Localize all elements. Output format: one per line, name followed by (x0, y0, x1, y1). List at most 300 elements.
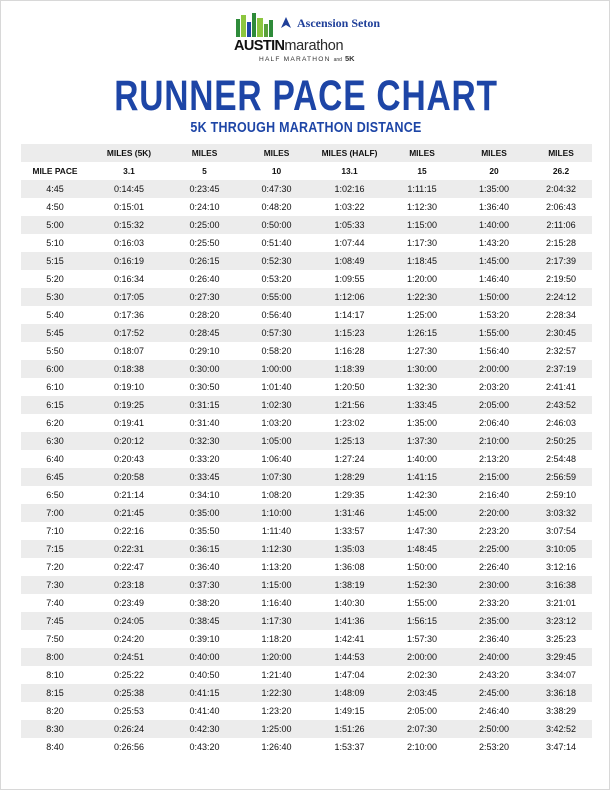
table-row (21, 504, 592, 522)
table-row (21, 306, 592, 324)
table-row (21, 540, 592, 558)
column-header: MILES (HALF) (313, 144, 386, 162)
finish-time-cell: 2:03:20 (478, 382, 510, 392)
finish-time-cell: 1:42:41 (334, 634, 365, 644)
table-row (21, 486, 592, 504)
finish-time-cell: 0:14:45 (113, 184, 145, 194)
table-row (21, 720, 592, 738)
finish-time-cell: 1:08:20 (261, 490, 292, 500)
finish-time-cell: 0:22:47 (113, 562, 145, 572)
finish-time-cell: 0:25:00 (189, 220, 220, 230)
finish-time-cell: 2:04:32 (545, 184, 577, 194)
finish-time-cell: 1:50:00 (478, 292, 510, 302)
finish-time-cell: 0:28:20 (189, 310, 220, 320)
finish-time-cell: 2:10:00 (478, 436, 510, 446)
finish-time-cell: 1:13:20 (261, 562, 292, 572)
finish-time-cell: 1:05:00 (261, 436, 292, 446)
finish-time-cell: 2:26:40 (478, 562, 510, 572)
finish-time-cell: 0:22:16 (113, 526, 145, 536)
finish-time-cell: 0:25:38 (113, 688, 145, 698)
finish-time-cell: 0:22:31 (113, 544, 145, 554)
header-row-distance (21, 144, 592, 162)
finish-time-cell: 1:53:37 (334, 742, 365, 752)
column-header: MILES (5K) (89, 144, 169, 162)
finish-time-cell: 1:37:30 (406, 436, 438, 446)
finish-time-cell: 1:14:17 (334, 310, 365, 320)
finish-time-cell: 1:55:00 (406, 598, 438, 608)
finish-time-cell: 1:27:24 (334, 454, 365, 464)
finish-time-cell: 1:18:45 (406, 256, 438, 266)
finish-time-cell: 0:23:18 (113, 580, 145, 590)
finish-time-cell: 3:10:05 (545, 544, 577, 554)
finish-time-cell: 1:17:30 (406, 238, 438, 248)
finish-time-cell: 2:43:20 (478, 670, 510, 680)
finish-time-cell: 1:45:00 (406, 508, 438, 518)
finish-time-cell: 1:55:00 (478, 328, 510, 338)
finish-time-cell: 0:32:30 (189, 436, 220, 446)
finish-time-cell: 0:16:19 (113, 256, 145, 266)
finish-time-cell: 0:30:00 (189, 364, 220, 374)
finish-time-cell: 1:53:20 (478, 310, 510, 320)
finish-time-cell: 0:39:10 (189, 634, 220, 644)
finish-time-cell: 0:24:20 (113, 634, 145, 644)
page-title: RUNNER PACE CHART (114, 72, 498, 120)
finish-time-cell: 0:36:15 (189, 544, 220, 554)
finish-time-cell: 3:07:54 (545, 526, 577, 536)
finish-time-cell: 1:17:30 (261, 616, 292, 626)
finish-time-cell: 3:21:01 (545, 598, 577, 608)
finish-time-cell: 1:29:35 (334, 490, 365, 500)
finish-time-cell: 0:35:00 (189, 508, 220, 518)
finish-time-cell: 3:47:14 (545, 742, 577, 752)
sponsor-logo (279, 13, 380, 33)
finish-time-cell: 1:12:06 (334, 292, 365, 302)
finish-time-cell: 1:15:23 (334, 328, 365, 338)
table-row (21, 630, 592, 648)
finish-time-cell: 2:20:00 (478, 508, 510, 518)
mile-pace-cell: 7:00 (46, 508, 64, 518)
finish-time-cell: 0:19:41 (113, 418, 145, 428)
finish-time-cell: 0:24:51 (113, 652, 145, 662)
finish-time-cell: 1:21:56 (334, 400, 365, 410)
finish-time-cell: 2:41:41 (545, 382, 577, 392)
finish-time-cell: 1:18:20 (261, 634, 292, 644)
mile-pace-cell: 6:00 (46, 364, 64, 374)
finish-time-cell: 1:01:40 (261, 382, 292, 392)
mile-pace-cell: 4:50 (46, 202, 64, 212)
finish-time-cell: 2:37:19 (545, 364, 577, 374)
finish-time-cell: 1:30:00 (406, 364, 438, 374)
finish-time-cell: 0:36:40 (189, 562, 220, 572)
finish-time-cell: 0:21:14 (113, 490, 145, 500)
finish-time-cell: 1:26:40 (261, 742, 292, 752)
finish-time-cell: 2:24:12 (545, 292, 577, 302)
sponsor-name: Ascension Seton (297, 15, 381, 30)
finish-time-cell: 2:02:30 (406, 670, 438, 680)
finish-time-cell: 2:33:20 (478, 598, 510, 608)
mile-pace-cell: 6:45 (46, 472, 64, 482)
finish-time-cell: 2:00:00 (478, 364, 510, 374)
finish-time-cell: 1:33:45 (406, 400, 438, 410)
table-row (21, 288, 592, 306)
finish-time-cell: 2:23:20 (478, 526, 510, 536)
finish-time-cell: 1:47:30 (406, 526, 438, 536)
table-row (21, 522, 592, 540)
column-subheader: 3.1 (89, 162, 169, 180)
ascension-cross-icon (279, 16, 293, 30)
finish-time-cell: 0:26:40 (189, 274, 220, 284)
pace-table-body (21, 180, 592, 756)
finish-time-cell: 1:09:55 (334, 274, 365, 284)
finish-time-cell: 1:20:00 (406, 274, 438, 284)
finish-time-cell: 2:15:28 (545, 238, 577, 248)
finish-time-cell: 0:34:10 (189, 490, 220, 500)
finish-time-cell: 1:56:40 (478, 346, 510, 356)
austin-skyline-logo-icon (234, 13, 278, 37)
brand-light: marathon (284, 38, 344, 54)
mile-pace-cell: 7:50 (46, 634, 64, 644)
finish-time-cell: 1:49:15 (334, 706, 365, 716)
finish-time-cell: 1:28:29 (334, 472, 365, 482)
finish-time-cell: 2:13:20 (478, 454, 510, 464)
table-row (21, 378, 592, 396)
finish-time-cell: 2:32:57 (545, 346, 577, 356)
finish-time-cell: 0:23:45 (189, 184, 220, 194)
finish-time-cell: 1:27:30 (406, 346, 438, 356)
finish-time-cell: 1:20:50 (334, 382, 365, 392)
finish-time-cell: 1:21:40 (261, 670, 292, 680)
finish-time-cell: 0:41:40 (189, 706, 220, 716)
mile-pace-cell: 6:50 (46, 490, 64, 500)
column-subheader: 15 (386, 162, 458, 180)
finish-time-cell: 2:06:40 (478, 418, 510, 428)
finish-time-cell: 2:10:00 (406, 742, 438, 752)
finish-time-cell: 1:10:00 (261, 508, 292, 518)
finish-time-cell: 2:05:00 (406, 706, 438, 716)
finish-time-cell: 0:40:00 (189, 652, 220, 662)
column-header: MILES (458, 144, 530, 162)
finish-time-cell: 1:20:00 (261, 652, 292, 662)
finish-time-cell: 1:23:02 (334, 418, 365, 428)
finish-time-cell: 1:16:40 (261, 598, 292, 608)
finish-time-cell: 3:25:23 (545, 634, 577, 644)
column-subheader: 5 (169, 162, 240, 180)
finish-time-cell: 0:17:05 (113, 292, 145, 302)
table-row (21, 684, 592, 702)
finish-time-cell: 0:51:40 (261, 238, 292, 248)
finish-time-cell: 2:40:00 (478, 652, 510, 662)
mile-pace-cell: 5:30 (46, 292, 64, 302)
finish-time-cell: 1:23:20 (261, 706, 292, 716)
finish-time-cell: 1:18:39 (334, 364, 365, 374)
finish-time-cell: 1:45:00 (478, 256, 510, 266)
brand-bold: AUSTIN (234, 38, 285, 54)
finish-time-cell: 1:25:13 (334, 436, 365, 446)
mile-pace-cell: 5:10 (46, 238, 64, 248)
finish-time-cell: 0:23:49 (113, 598, 145, 608)
finish-time-cell: 3:34:07 (545, 670, 577, 680)
finish-time-cell: 0:17:36 (113, 310, 145, 320)
finish-time-cell: 1:15:00 (261, 580, 292, 590)
finish-time-cell: 1:35:00 (406, 418, 438, 428)
mile-pace-cell: 8:30 (46, 724, 64, 734)
finish-time-cell: 1:22:30 (261, 688, 292, 698)
table-row (21, 576, 592, 594)
mile-pace-cell: 6:15 (46, 400, 64, 410)
finish-time-cell: 1:15:00 (406, 220, 438, 230)
finish-time-cell: 1:40:00 (478, 220, 510, 230)
finish-time-cell: 0:43:20 (189, 742, 220, 752)
finish-time-cell: 2:17:39 (545, 256, 577, 266)
pace-table (21, 144, 592, 756)
column-header: MILES (530, 144, 592, 162)
finish-time-cell: 2:25:00 (478, 544, 510, 554)
mile-pace-cell: 5:40 (46, 310, 64, 320)
brand-sub-and: and (333, 57, 342, 63)
finish-time-cell: 1:46:40 (478, 274, 510, 284)
brand-wordmark (234, 38, 384, 54)
finish-time-cell: 0:16:34 (113, 274, 145, 284)
finish-time-cell: 2:53:20 (478, 742, 510, 752)
table-row (21, 468, 592, 486)
finish-time-cell: 0:18:07 (113, 346, 145, 356)
table-row (21, 396, 592, 414)
finish-time-cell: 3:12:16 (545, 562, 577, 572)
finish-time-cell: 2:43:52 (545, 400, 577, 410)
finish-time-cell: 0:58:20 (261, 346, 292, 356)
finish-time-cell: 1:40:00 (406, 454, 438, 464)
finish-time-cell: 3:29:45 (545, 652, 577, 662)
finish-time-cell: 1:07:30 (261, 472, 292, 482)
finish-time-cell: 0:19:10 (113, 382, 145, 392)
finish-time-cell: 0:19:25 (113, 400, 145, 410)
finish-time-cell: 1:05:33 (334, 220, 365, 230)
finish-time-cell: 0:33:45 (189, 472, 220, 482)
table-row (21, 324, 592, 342)
finish-time-cell: 0:21:45 (113, 508, 145, 518)
mile-pace-cell: 5:15 (46, 256, 64, 266)
column-header: MILES (169, 144, 240, 162)
mile-pace-cell: 6:30 (46, 436, 64, 446)
finish-time-cell: 1:11:40 (261, 526, 292, 536)
finish-time-cell: 2:28:34 (545, 310, 577, 320)
table-row (21, 342, 592, 360)
mile-pace-cell: 5:00 (46, 220, 64, 230)
finish-time-cell: 0:25:50 (189, 238, 220, 248)
finish-time-cell: 2:30:00 (478, 580, 510, 590)
finish-time-cell: 0:31:15 (189, 400, 220, 410)
finish-time-cell: 1:03:20 (261, 418, 292, 428)
finish-time-cell: 1:42:30 (406, 490, 438, 500)
mile-pace-cell: 8:15 (46, 688, 64, 698)
finish-time-cell: 1:40:30 (334, 598, 365, 608)
table-row (21, 432, 592, 450)
finish-time-cell: 0:17:52 (113, 328, 145, 338)
table-row (21, 648, 592, 666)
table-row (21, 594, 592, 612)
finish-time-cell: 1:35:00 (478, 184, 510, 194)
finish-time-cell: 2:06:43 (545, 202, 577, 212)
finish-time-cell: 0:42:30 (189, 724, 220, 734)
finish-time-cell: 1:48:45 (406, 544, 438, 554)
mile-pace-cell: 8:10 (46, 670, 64, 680)
finish-time-cell: 0:37:30 (189, 580, 220, 590)
finish-time-cell: 1:06:40 (261, 454, 292, 464)
finish-time-cell: 1:22:30 (406, 292, 438, 302)
finish-time-cell: 0:41:15 (189, 688, 220, 698)
finish-time-cell: 2:59:10 (545, 490, 577, 500)
finish-time-cell: 2:30:45 (545, 328, 577, 338)
mile-pace-cell: 5:50 (46, 346, 64, 356)
finish-time-cell: 0:27:30 (189, 292, 220, 302)
finish-time-cell: 1:26:15 (406, 328, 438, 338)
finish-time-cell: 1:25:00 (261, 724, 292, 734)
finish-time-cell: 3:38:29 (545, 706, 577, 716)
finish-time-cell: 0:26:56 (113, 742, 145, 752)
finish-time-cell: 0:26:24 (113, 724, 145, 734)
finish-time-cell: 0:40:50 (189, 670, 220, 680)
finish-time-cell: 2:00:00 (406, 652, 438, 662)
table-row (21, 252, 592, 270)
finish-time-cell: 1:25:00 (406, 310, 438, 320)
mile-pace-cell: 8:00 (46, 652, 64, 662)
finish-time-cell: 3:42:52 (545, 724, 577, 734)
header-row-miles (21, 162, 592, 180)
finish-time-cell: 2:15:00 (478, 472, 510, 482)
finish-time-cell: 2:05:00 (478, 400, 510, 410)
finish-time-cell: 0:24:10 (189, 202, 220, 212)
finish-time-cell: 1:31:46 (334, 508, 365, 518)
finish-time-cell: 0:48:20 (261, 202, 292, 212)
finish-time-cell: 0:28:45 (189, 328, 220, 338)
mile-pace-cell: 4:45 (46, 184, 64, 194)
finish-time-cell: 1:36:40 (478, 202, 510, 212)
mile-pace-cell: 6:20 (46, 418, 64, 428)
finish-time-cell: 0:31:40 (189, 418, 220, 428)
finish-time-cell: 0:26:15 (189, 256, 220, 266)
table-row (21, 360, 592, 378)
mile-pace-cell: 5:45 (46, 328, 64, 338)
table-row (21, 198, 592, 216)
column-subheader: MILE PACE (21, 162, 89, 180)
table-row (21, 666, 592, 684)
finish-time-cell: 1:41:36 (334, 616, 365, 626)
brand-sub-text: HALF MARATHON (259, 56, 331, 63)
finish-time-cell: 2:36:40 (478, 634, 510, 644)
finish-time-cell: 2:50:25 (545, 436, 577, 446)
finish-time-cell: 0:38:20 (189, 598, 220, 608)
brand-sub-5k: 5K (344, 54, 355, 63)
column-header: MILES (386, 144, 458, 162)
finish-time-cell: 2:46:40 (478, 706, 510, 716)
table-row (21, 612, 592, 630)
finish-time-cell: 0:20:12 (113, 436, 145, 446)
column-header (21, 144, 89, 162)
table-row (21, 234, 592, 252)
finish-time-cell: 1:33:57 (334, 526, 365, 536)
finish-time-cell: 0:55:00 (261, 292, 292, 302)
finish-time-cell: 2:03:45 (406, 688, 438, 698)
finish-time-cell: 1:52:30 (406, 580, 438, 590)
column-subheader: 10 (240, 162, 313, 180)
finish-time-cell: 2:45:00 (478, 688, 510, 698)
finish-time-cell: 1:56:15 (406, 616, 438, 626)
finish-time-cell: 2:56:59 (545, 472, 577, 482)
mile-pace-cell: 7:20 (46, 562, 64, 572)
finish-time-cell: 1:02:16 (334, 184, 365, 194)
finish-time-cell: 0:20:58 (113, 472, 145, 482)
finish-time-cell: 2:16:40 (478, 490, 510, 500)
finish-time-cell: 1:51:26 (334, 724, 365, 734)
finish-time-cell: 0:30:50 (189, 382, 220, 392)
finish-time-cell: 3:16:38 (545, 580, 577, 590)
mile-pace-cell: 5:20 (46, 274, 64, 284)
finish-time-cell: 0:29:10 (189, 346, 220, 356)
finish-time-cell: 2:54:48 (545, 454, 577, 464)
finish-time-cell: 0:50:00 (261, 220, 292, 230)
mile-pace-cell: 7:30 (46, 580, 64, 590)
column-header: MILES (240, 144, 313, 162)
table-row (21, 414, 592, 432)
finish-time-cell: 1:12:30 (261, 544, 292, 554)
finish-time-cell: 3:03:32 (545, 508, 577, 518)
column-subheader: 26.2 (530, 162, 592, 180)
finish-time-cell: 2:46:03 (545, 418, 577, 428)
finish-time-cell: 1:50:00 (406, 562, 438, 572)
finish-time-cell: 0:47:30 (261, 184, 292, 194)
mile-pace-cell: 7:10 (46, 526, 64, 536)
finish-time-cell: 1:41:15 (406, 472, 438, 482)
finish-time-cell: 1:08:49 (334, 256, 365, 266)
finish-time-cell: 1:38:19 (334, 580, 365, 590)
finish-time-cell: 2:07:30 (406, 724, 438, 734)
finish-time-cell: 0:18:38 (113, 364, 145, 374)
finish-time-cell: 0:53:20 (261, 274, 292, 284)
finish-time-cell: 1:32:30 (406, 382, 438, 392)
table-row (21, 270, 592, 288)
column-subheader: 20 (458, 162, 530, 180)
finish-time-cell: 0:24:05 (113, 616, 145, 626)
mile-pace-cell: 7:45 (46, 616, 64, 626)
mile-pace-cell: 8:40 (46, 742, 64, 752)
finish-time-cell: 2:35:00 (478, 616, 510, 626)
finish-time-cell: 0:57:30 (261, 328, 292, 338)
finish-time-cell: 0:56:40 (261, 310, 292, 320)
mile-pace-cell: 7:15 (46, 544, 64, 554)
finish-time-cell: 3:36:18 (545, 688, 577, 698)
finish-time-cell: 1:00:00 (261, 364, 292, 374)
finish-time-cell: 0:15:32 (113, 220, 145, 230)
finish-time-cell: 1:03:22 (334, 202, 365, 212)
finish-time-cell: 2:11:06 (546, 220, 576, 230)
finish-time-cell: 1:48:09 (334, 688, 365, 698)
mile-pace-cell: 8:20 (46, 706, 64, 716)
table-row (21, 450, 592, 468)
mile-pace-cell: 6:40 (46, 454, 64, 464)
finish-time-cell: 1:35:03 (334, 544, 365, 554)
mile-pace-cell: 6:10 (46, 382, 64, 392)
finish-time-cell: 2:50:00 (478, 724, 510, 734)
finish-time-cell: 1:11:15 (407, 184, 437, 194)
brand-subline (259, 54, 355, 63)
finish-time-cell: 1:47:04 (334, 670, 365, 680)
finish-time-cell: 0:52:30 (261, 256, 292, 266)
page-subtitle: 5K THROUGH MARATHON DISTANCE (190, 120, 422, 136)
table-row (21, 180, 592, 198)
table-row (21, 702, 592, 720)
finish-time-cell: 1:43:20 (478, 238, 510, 248)
finish-time-cell: 0:38:45 (189, 616, 220, 626)
